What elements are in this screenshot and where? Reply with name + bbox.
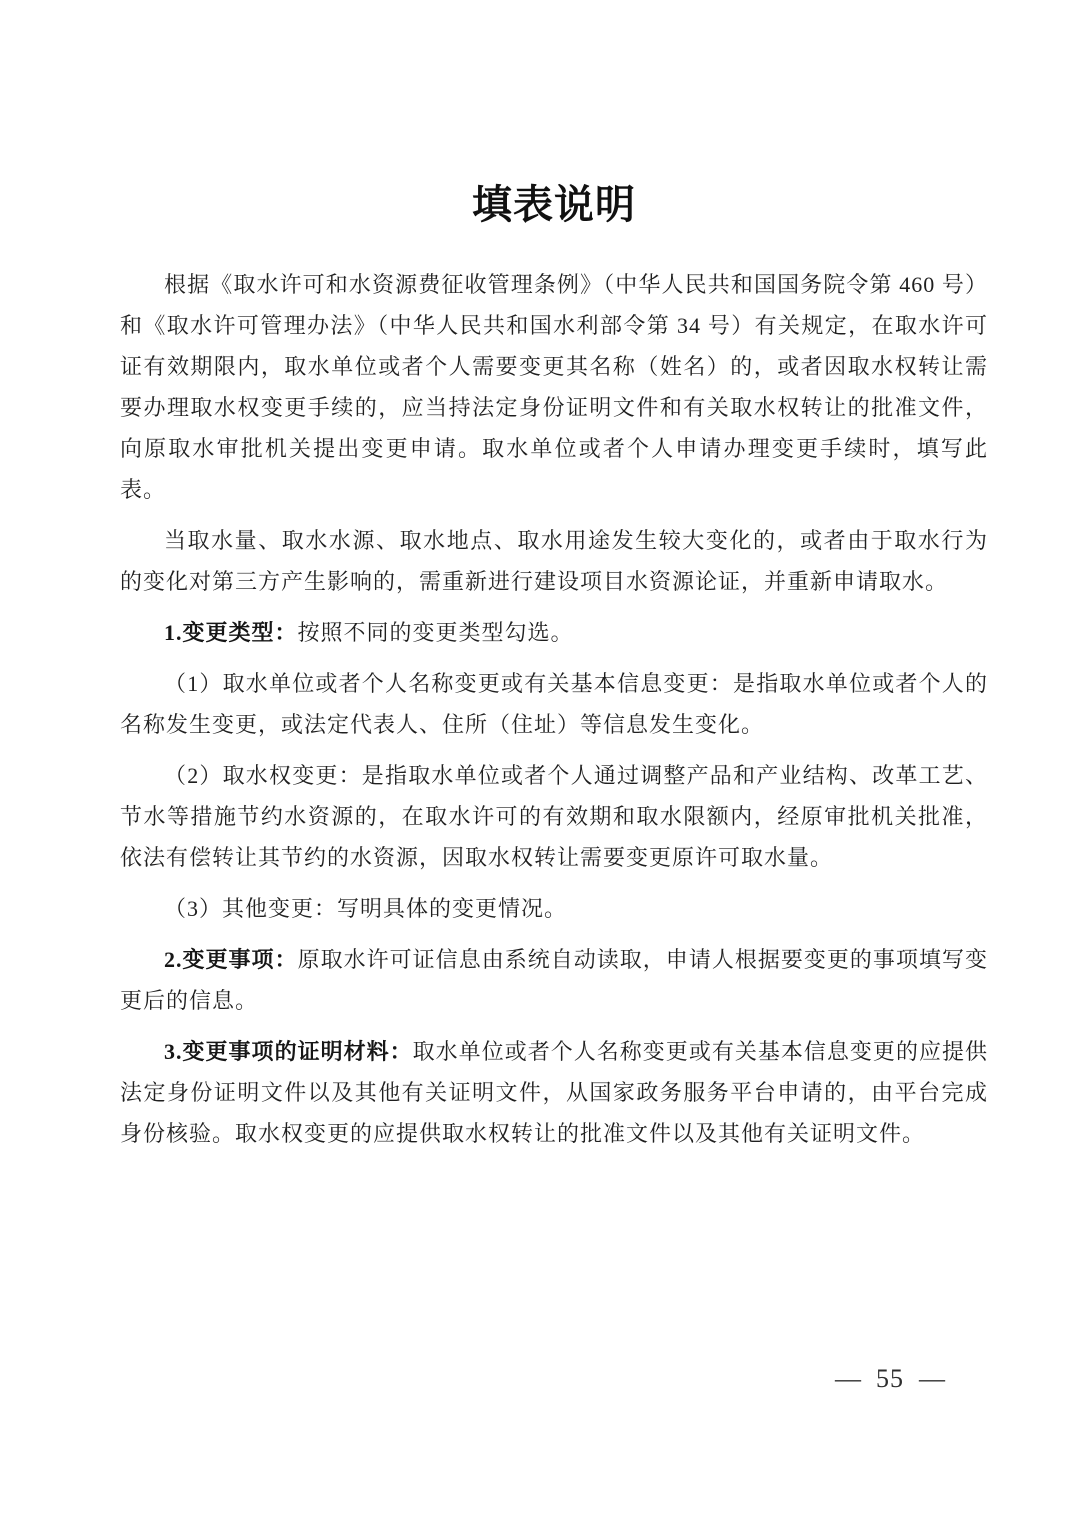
reapplication-paragraph	[120, 520, 988, 602]
paragraph-text: （3）其他变更：写明具体的变更情况。	[164, 896, 568, 921]
footer-dash-right: —	[919, 1364, 945, 1393]
change-type-item	[120, 612, 988, 653]
paragraph-text: 根据《取水许可和水资源费征收管理条例》（中华人民共和国国务院令第 460 号）和《取水许可管理办法》（中华人民共和国水利部令第 34 号）有关规定，在取水许可证有效期限内，取水单位或者个人需要变更其名称（姓名）的，或者因取水权转让需要办理取水权变更手续的，应当持法定身份证明文件和有关取水权转让的批准文件，向原取水审批机关提出变更申请。取水单位或者个人申请办理变更手续时，填写此表。	[120, 272, 988, 502]
intro-regulations-paragraph	[120, 264, 988, 510]
page-title: 填表说明	[472, 183, 636, 227]
page-footer	[835, 1364, 945, 1394]
paragraph-text: （2）取水权变更：是指取水单位或者个人通过调整产品和产业结构、改革工艺、节水等措施节约水资源的，在取水许可的有效期和取水限额内，经原审批机关批准，依法有偿转让其节约的水资源，因取水权转让需要变更原许可取水量。	[120, 763, 988, 870]
paragraph-text: 原取水许可证信息由系统自动读取，申请人根据要变更的事项填写变更后的信息。	[120, 947, 988, 1013]
change-matters-item	[120, 939, 988, 1021]
paragraph-text: （1）取水单位或者个人名称变更或有关基本信息变更：是指取水单位或者个人的名称发生变更，或法定代表人、住所（住址）等信息发生变化。	[120, 671, 988, 737]
document-content	[120, 180, 988, 1164]
change-matters-label: 2.变更事项：	[164, 947, 298, 972]
page-number: 55	[876, 1364, 904, 1393]
change-subitem-1	[120, 663, 988, 745]
paragraph-text: 按照不同的变更类型勾选。	[297, 620, 574, 645]
change-subitem-3	[120, 888, 988, 929]
footer-dash-left: —	[835, 1364, 861, 1393]
change-subitem-2	[120, 755, 988, 878]
supporting-documents-item	[120, 1031, 988, 1154]
paragraph-text: 取水单位或者个人名称变更或有关基本信息变更的应提供法定身份证明文件以及其他有关证明文件，从国家政务服务平台申请的，由平台完成身份核验。取水权变更的应提供取水权转让的批准文件以及其他有关证明文件。	[120, 1039, 988, 1146]
paragraph-text: 当取水量、取水水源、取水地点、取水用途发生较大变化的，或者由于取水行为的变化对第三方产生影响的，需重新进行建设项目水资源论证，并重新申请取水。	[120, 528, 988, 594]
change-type-label: 1.变更类型：	[164, 620, 298, 645]
supporting-documents-label: 3.变更事项的证明材料：	[164, 1039, 413, 1064]
